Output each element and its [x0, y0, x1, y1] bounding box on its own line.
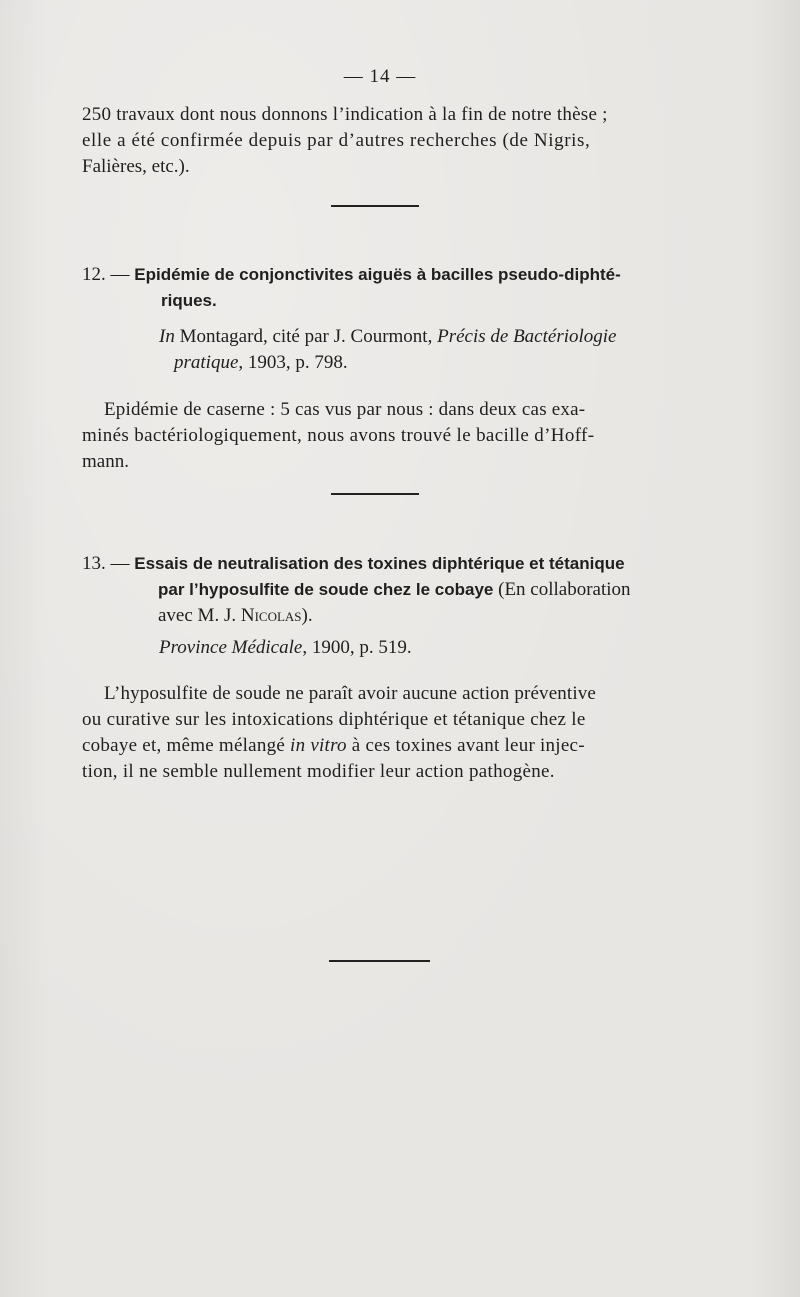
entry-13-body-in-vitro: in vitro	[290, 735, 347, 756]
entry-12-heading	[82, 262, 702, 314]
entry-13-number: 13. —	[82, 553, 130, 574]
entry-12-ref-citation: , 1903, p. 798.	[238, 352, 348, 373]
entry-13-collab-name: Nicolas	[240, 605, 302, 626]
entry-12-body-line-1: Epidémie de caserne : 5 cas vus par nous : dans deux cas exa-	[104, 399, 586, 420]
entry-13-body	[82, 681, 702, 785]
entry-12-number: 12. —	[82, 264, 130, 285]
intro-line-1: 250 travaux dont nous donnons l’indication à la fin de notre thèse ;	[82, 104, 608, 125]
entry-13-ref-citation: , 1900, p. 519.	[302, 637, 412, 658]
entry-12-ref-author: Montagard, cité par J. Courmont,	[174, 326, 438, 347]
section-divider-1	[331, 205, 419, 207]
entry-12-ref-work-cont: pratique	[174, 352, 239, 373]
intro-line-2: elle a été confirmée depuis par d’autres recherches (de Nigris,	[82, 130, 591, 151]
entry-13-body-line-3	[82, 733, 702, 759]
entry-13-collab-prefix: avec M. J.	[158, 605, 241, 626]
section-divider-2	[331, 493, 419, 495]
entry-13-body-line-3-after: à ces toxines avant leur injec-	[346, 735, 585, 756]
intro-line-3: Falières, etc.).	[82, 156, 190, 177]
entry-13-body-line-4: tion, il ne semble nullement modifier leur action pathogène.	[82, 761, 555, 782]
entry-13-collab-suffix: ).	[301, 605, 313, 626]
entry-12-title-line-1: Epidémie de conjonctivites aiguës à bacilles pseudo-diphté-	[134, 265, 621, 284]
entry-12-body-line-2: minés bactériologiquement, nous avons trouvé le bacille d’Hoff-	[82, 425, 595, 446]
entry-12-ref-in: In	[159, 326, 175, 347]
entry-13-title-line-1: Essais de neutralisation des toxines diphtérique et tétanique	[134, 554, 625, 573]
entry-12-title-line-2: riques.	[161, 291, 217, 310]
intro-paragraph	[82, 102, 682, 180]
entry-12-body-line-3: mann.	[82, 451, 129, 472]
entry-13-collab: (En collaboration	[493, 579, 631, 600]
entry-12-body	[82, 397, 702, 475]
entry-13-ref-journal: Province Médicale	[159, 637, 303, 658]
page-number: — 14 —	[343, 66, 417, 87]
entry-12-ref-work: Précis de Bactériologie	[437, 326, 617, 347]
entry-12-reference	[159, 324, 699, 376]
entry-13-reference	[159, 635, 699, 661]
entry-13-heading	[82, 551, 702, 629]
entry-13-title-line-2: par l’hyposulfite de soude chez le cobaye	[158, 580, 494, 599]
entry-13-body-line-2: ou curative sur les intoxications diphtérique et tétanique chez le	[82, 709, 586, 730]
entry-13-body-line-1: L’hyposulfite de soude ne paraît avoir aucune action préventive	[104, 683, 597, 704]
section-divider-3	[329, 960, 430, 962]
entry-13-body-line-3-before: cobaye et, même mélangé	[82, 735, 291, 756]
